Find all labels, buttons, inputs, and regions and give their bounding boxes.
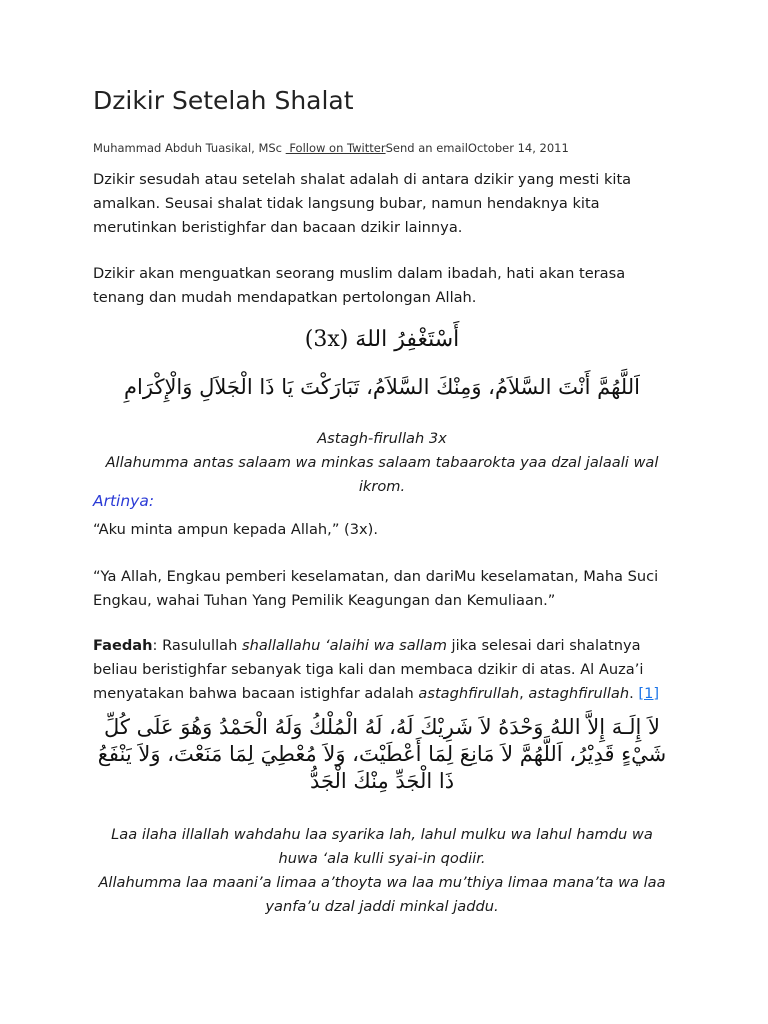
transliteration-istighfar: Astagh-firullah 3x (317, 430, 447, 447)
footnote-link[interactable]: [1] (638, 685, 660, 702)
meaning-istighfar: “Aku minta ampun kepada Allah,” (3x). (93, 521, 378, 538)
faedah-paragraph (93, 634, 671, 706)
faedah-istighfar-1: astaghfirullah (418, 685, 520, 702)
faedah-text-2: jika selesai dari shalatnya beliau beristighfar sebanyak tiga kali dan membaca dzikir di atas. Al Auza’i menyatakan bahwa bacaan istighfar adalah (93, 637, 644, 702)
faedah-text-1: : Rasulullah (152, 637, 242, 654)
follow-twitter-link[interactable]: Follow on Twitter (285, 141, 386, 155)
faedah-salawat: shallallahu ‘alaihi wa sallam (241, 637, 447, 654)
transliteration-allahumma-laa-maania: Allahumma laa maani’a limaa a’thoyta wa laa mu’thiya limaa mana’ta wa laa yanfa’u dzal jaddi minkal jaddu. (98, 874, 666, 915)
arabic-istighfar: أَسْتَغْفِرُ اللهَ (3x) (304, 327, 460, 352)
article-title: Dzikir Setelah Shalat (93, 86, 354, 115)
arabic-allahumma-antas-salam: اَللَّهُمَّ أَنْتَ السَّلاَمُ، وَمِنْكَ السَّلاَمُ، تَبَارَكْتَ يَا ذَا الْجَلاَلِ وَالْإِكْرَامِ (124, 375, 640, 399)
publish-date: October 14, 2011 (467, 141, 569, 155)
faedah-text-3: , (519, 685, 529, 702)
article-meta (93, 141, 569, 155)
meaning-allahumma-antas-salam: “Ya Allah, Engkau pemberi keselamatan, dan dariMu keselamatan, Maha Suci Engkau, wahai Tuhan Yang Pemilik Keagungan dan Kemuliaan.” (93, 568, 659, 609)
send-email-link[interactable]: Send an email (385, 141, 468, 155)
transliteration-allahumma-antas-salam: Allahumma antas salaam wa minkas salaam tabaarokta yaa dzal jalaali wal ikrom. (105, 454, 659, 495)
artinya-heading: Artinya: (93, 492, 155, 510)
faedah-label: Faedah (93, 637, 153, 654)
intro-paragraph-1: Dzikir sesudah atau setelah shalat adalah di antara dzikir yang mesti kita amalkan. Seusai shalat tidak langsung bubar, namun hendaknya kita merutinkan beristighfar dan bacaan dzikir lainnya. (93, 171, 632, 236)
faedah-istighfar-2: astaghfirullah (528, 685, 630, 702)
transliteration-tahlil: Laa ilaha illallah wahdahu laa syarika lah, lahul mulku wa lahul hamdu wa huwa ‘ala kulli syai-in qodiir. (111, 826, 653, 867)
faedah-text-4: . (629, 685, 639, 702)
arabic-tahlil-dzikir: لاَ إِلَـهَ إِلاَّ اللهُ وَحْدَهُ لاَ شَرِيْكَ لَهُ، لَهُ الْمُلْكُ وَلَهُ الْحَمْدُ وَهُوَ عَلَى كُلِّ شَيْءٍ قَدِيْرُ، اَللَّهُمَّ لاَ مَانِعَ لِمَا أَعْطَيْتَ، وَلاَ مُعْطِيَ لِمَا مَنَعْتَ، وَلاَ يَنْفَعُ ذَا الْجَدِّ مِنْكَ الْجَدُّ (97, 715, 667, 793)
intro-paragraph-2: Dzikir akan menguatkan seorang muslim dalam ibadah, hati akan terasa tenang dan mudah mendapatkan pertolongan Allah. (93, 265, 626, 306)
author-name: Muhammad Abduh Tuasikal, MSc (93, 141, 283, 155)
